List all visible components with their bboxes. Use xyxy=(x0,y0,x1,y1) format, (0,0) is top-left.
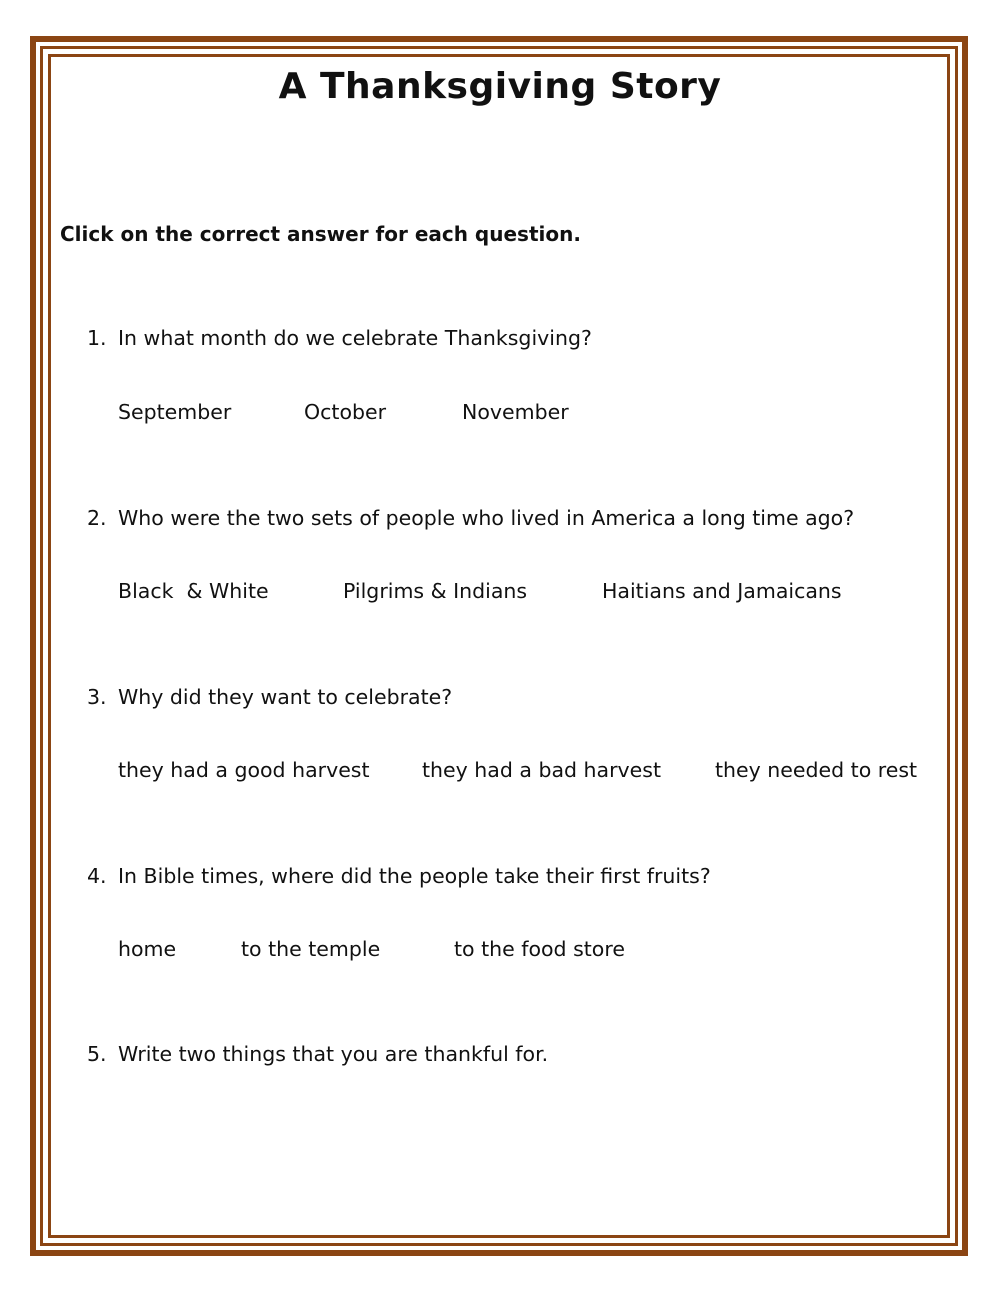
worksheet-title: A Thanksgiving Story xyxy=(278,66,722,107)
question-text: Who were the two sets of people who lived in America a long time ago? xyxy=(118,506,855,530)
question-text: In Bible times, where did the people take their first fruits? xyxy=(118,864,711,888)
answer-option[interactable]: Haitians and Jamaicans xyxy=(602,579,842,603)
answer-option[interactable]: October xyxy=(304,400,387,424)
answer-option[interactable]: home xyxy=(118,937,177,961)
answer-option[interactable]: Pilgrims & Indians xyxy=(343,579,528,603)
question-text: Why did they want to celebrate? xyxy=(118,685,453,709)
question-number: 2. xyxy=(87,506,107,530)
answer-option[interactable]: they had a good harvest xyxy=(118,758,370,782)
answer-option[interactable]: to the temple xyxy=(241,937,381,961)
question-number: 1. xyxy=(87,326,107,350)
question-text: In what month do we celebrate Thanksgiving? xyxy=(118,326,592,350)
question-text: Write two things that you are thankful for. xyxy=(118,1042,549,1066)
question-number: 3. xyxy=(87,685,107,709)
answer-option[interactable]: to the food store xyxy=(454,937,625,961)
instruction-text: Click on the correct answer for each question. xyxy=(60,222,581,246)
question-number: 4. xyxy=(87,864,107,888)
question-number: 5. xyxy=(87,1042,107,1066)
question-4 xyxy=(87,864,711,888)
question-3 xyxy=(87,685,452,709)
question-5 xyxy=(87,1042,548,1066)
question-2 xyxy=(87,506,854,530)
answer-option[interactable]: November xyxy=(462,400,569,424)
answer-option[interactable]: September xyxy=(118,400,232,424)
answer-option[interactable]: Black & White xyxy=(118,579,269,603)
question-1 xyxy=(87,326,592,350)
answer-option[interactable]: they had a bad harvest xyxy=(422,758,662,782)
answer-option[interactable]: they needed to rest xyxy=(715,758,918,782)
